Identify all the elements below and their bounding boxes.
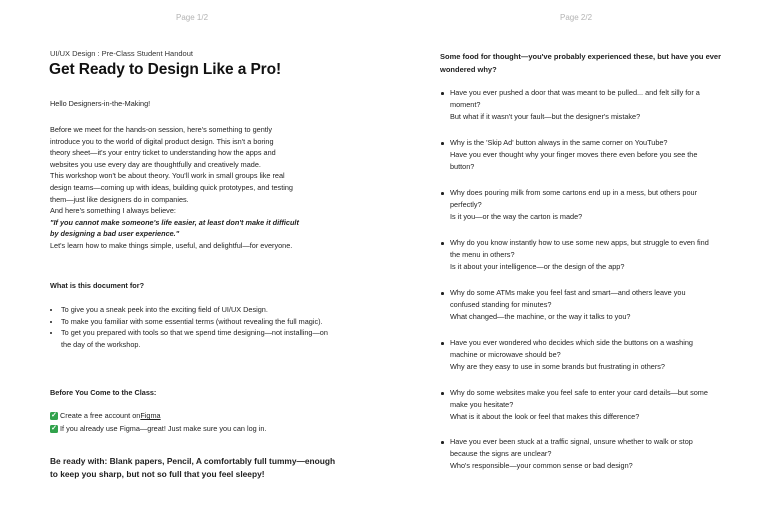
page-number-label: Page 2/2 — [559, 13, 593, 22]
section-heading-purpose: What is this document for? — [50, 281, 145, 290]
question-followup: Have you ever thought why your finger moves there even before you see the button? — [450, 150, 698, 172]
question-item — [440, 287, 712, 324]
section-heading-before-class: Before You Come to the Class: — [50, 388, 157, 397]
question-item — [440, 436, 712, 473]
question-text: Have you ever wondered who decides which side the buttons on a washing machine or microwave should be? — [440, 337, 712, 361]
question-text: Have you ever pushed a door that was meant to be pulled... and felt silly for a moment? — [440, 87, 712, 111]
list-item: • To make you familiar with some essential terms (without revealing the full magic). — [61, 316, 340, 328]
page-title: Get Ready to Design Like a Pro! — [49, 61, 282, 78]
page-2 — [384, 0, 768, 526]
question-followup: But what if it wasn't your fault—but the designer's mistake? — [450, 112, 641, 122]
checkmark-icon: ✓ — [51, 424, 57, 432]
intro-line: This workshop won't be about theory. You'll work in small groups like real — [50, 171, 285, 181]
question-text: Why do some ATMs make you feel fast and smart—and others leave you confused standing for minutes? — [440, 287, 712, 311]
question-text: Why is the 'Skip Ad' button always in the same corner on YouTube? — [440, 137, 712, 149]
food-for-thought-intro: Some food for thought—you've probably experienced these, but have you ever wondered why? — [440, 52, 722, 74]
intro-line: introduce you to the world of digital product design. This isn't a boring — [50, 136, 274, 146]
question-followup: Is it about your intelligence—or the design of the app? — [450, 262, 625, 272]
closing-line: Let's learn how to make things simple, useful, and delightful—for everyone. — [50, 240, 293, 250]
checklist — [50, 410, 340, 435]
question-followup: What is it about the look or feel that makes this difference? — [450, 412, 640, 422]
question-followup: Why are they easy to use in some brands but frustrating in others? — [450, 362, 665, 372]
question-text: Have you ever been stuck at a traffic signal, unsure whether to walk or stop because the signs are unclear? — [440, 436, 712, 460]
checklist-text: Create a free account on — [60, 411, 141, 421]
question-followup: Is it you—or the way the carton is made? — [450, 212, 583, 222]
question-item — [440, 387, 712, 424]
checkmark-icon: ✓ — [51, 412, 57, 420]
question-followup: Who's responsible—your common sense or bad design? — [450, 461, 633, 471]
question-followup: What changed—the machine, or the way it talks to you? — [450, 312, 631, 322]
figma-link[interactable]: Figma — [140, 411, 161, 421]
question-text: Why does pouring milk from some cartons end up in a mess, but others pour perfectly? — [440, 187, 712, 211]
list-item: • To give you a sneak peek into the exciting field of UI/UX Design. — [61, 304, 340, 316]
intro-line: Before we meet for the hands-on session, here's something to gently — [50, 125, 273, 134]
purpose-list — [50, 304, 340, 350]
checklist-item — [50, 410, 340, 423]
ready-with-note: Be ready with: Blank papers, Pencil, A comfortably full tummy—enough to keep you sharp, but not so full that you feel sleepy! — [50, 456, 336, 479]
intro-line: And here's something I always believe: — [50, 206, 176, 216]
question-item — [440, 187, 712, 224]
list-item: • To get you prepared with tools so that we spend time designing—not installing—on the day of the workshop. — [61, 327, 340, 350]
intro-paragraph — [50, 124, 340, 252]
checklist-text: If you already use Figma—great! Just make sure you can log in. — [60, 423, 267, 433]
question-item — [440, 237, 712, 274]
intro-line: design teams—coming up with ideas, building quick prototypes, and testing — [50, 182, 293, 192]
question-item — [440, 137, 712, 174]
question-text: Why do some websites make you feel safe to enter your card details—but some make you hesitate? — [440, 387, 712, 411]
quote-line: "If you cannot make someone's life easier, at least don't make it difficult — [50, 217, 299, 227]
question-item — [440, 337, 712, 374]
checklist-item — [50, 423, 340, 436]
question-text: Why do you know instantly how to use some new apps, but struggle to even find the menu in others? — [440, 237, 712, 261]
intro-line: websites you use every day are thoughtfully and creatively made. — [50, 159, 261, 169]
intro-line: theory sheet—it's your entry ticket to understanding how the apps and — [50, 148, 276, 158]
quote-line: by designing a bad user experience." — [50, 229, 180, 239]
page-number-label: Page 1/2 — [175, 13, 209, 22]
greeting: Hello Designers-in-the-Making! — [50, 99, 151, 108]
intro-line: them—just like designers do in companies. — [50, 194, 189, 204]
question-item — [440, 87, 712, 124]
handout-subtitle: UI/UX Design : Pre-Class Student Handout — [50, 49, 193, 58]
